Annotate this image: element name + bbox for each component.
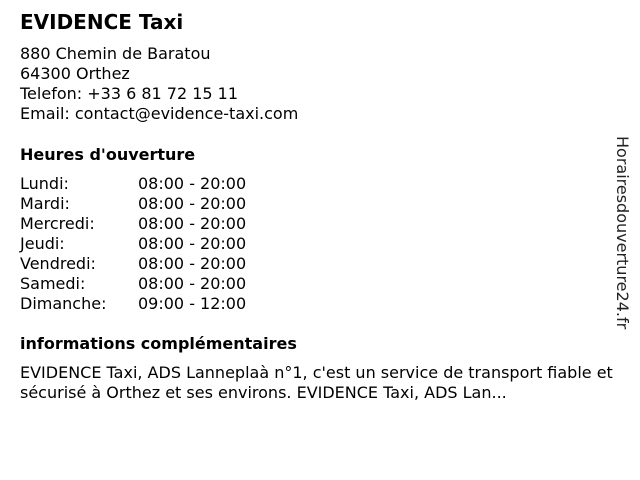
additional-info-text: EVIDENCE Taxi, ADS Lanneplaà n°1, c'est un service de transport fiable et sécurisé à Orthez et ses environs. EVIDENCE Taxi, ADS Lan... [20,363,613,402]
day-label: Mardi: [20,194,70,213]
phone-number: Telefon: +33 6 81 72 15 11 [20,84,239,103]
time-range: 08:00 - 20:00 [138,194,247,213]
hours-row-monday [20,174,246,194]
hours-row-sunday [20,294,246,314]
day-label: Mercredi: [20,214,95,233]
opening-hours-heading: Heures d'ouverture [20,145,196,164]
email-address: Email: contact@evidence-taxi.com [20,104,299,123]
time-range: 08:00 - 20:00 [138,254,247,273]
additional-info-heading: informations complémentaires [20,334,297,353]
day-label: Jeudi: [20,234,65,253]
address-line-street: 880 Chemin de Baratou [20,44,211,63]
business-name: EVIDENCE Taxi [20,10,184,34]
contact-block [20,44,298,124]
day-label: Dimanche: [20,294,107,313]
hours-row-tuesday [20,194,246,214]
time-range: 08:00 - 20:00 [138,214,247,233]
time-range: 08:00 - 20:00 [138,234,247,253]
hours-row-thursday [20,234,246,254]
day-label: Samedi: [20,274,86,293]
site-watermark: Horairesdouverture24.fr [613,136,632,330]
time-range: 08:00 - 20:00 [138,174,247,193]
opening-hours-table [20,174,246,314]
hours-row-saturday [20,274,246,294]
time-range: 08:00 - 20:00 [138,274,247,293]
day-label: Vendredi: [20,254,96,273]
day-label: Lundi: [20,174,69,193]
hours-row-friday [20,254,246,274]
time-range: 09:00 - 12:00 [138,294,247,313]
hours-row-wednesday [20,214,246,234]
address-line-city: 64300 Orthez [20,64,130,83]
